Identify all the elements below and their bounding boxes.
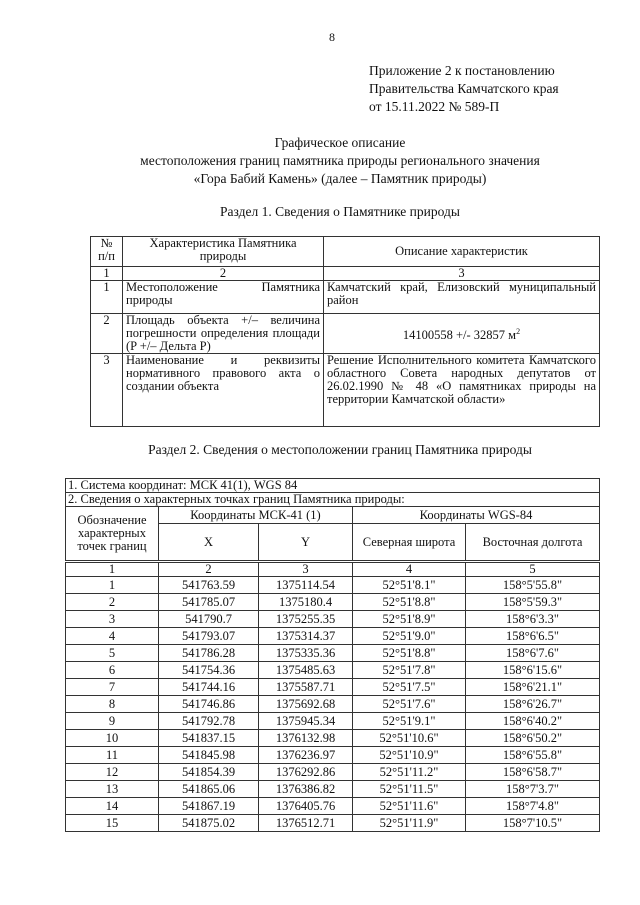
row-name: Наименование и реквизиты нормативного правового акта о создании объекта <box>123 354 324 427</box>
row-number: 3 <box>91 354 123 427</box>
longitude: 158°6'3.3" <box>466 611 600 628</box>
point-id: 1 <box>66 577 159 594</box>
table-row <box>66 713 600 730</box>
latitude: 52°51'8.1" <box>353 577 466 594</box>
row-value: Решение Исполнительного комитета Камчатского областного Совета народных депутатов от 26.02.1990 № 48 «О памятниках природы на территории Камчатской области» <box>324 354 600 427</box>
latitude: 52°51'10.9" <box>353 747 466 764</box>
appendix-line: от 15.11.2022 № 589-П <box>369 99 500 114</box>
header-msk: Координаты МСК-41 (1) <box>159 507 353 524</box>
row-name: Площадь объекта +/– величина погрешности определения площади (P +/– Дельта P) <box>123 314 324 354</box>
number-cell: 1 <box>91 267 123 281</box>
row-name: Местоположение Памятника природы <box>123 281 324 314</box>
table-row <box>66 577 600 594</box>
latitude: 52°51'9.0" <box>353 628 466 645</box>
number-cell: 2 <box>159 562 259 577</box>
y-coordinate: 1375255.35 <box>259 611 353 628</box>
table-row <box>91 314 600 354</box>
header-cell: Описание характеристик <box>324 237 600 267</box>
title-line: местоположения границ памятника природы регионального значения <box>140 153 540 168</box>
point-id: 14 <box>66 798 159 815</box>
longitude: 158°6'55.8" <box>466 747 600 764</box>
title-line: Графическое описание <box>274 135 406 150</box>
x-coordinate: 541793.07 <box>159 628 259 645</box>
point-id: 8 <box>66 696 159 713</box>
longitude: 158°6'7.6" <box>466 645 600 662</box>
appendix-note <box>369 62 559 116</box>
number-cell: 5 <box>466 562 600 577</box>
document-title <box>60 134 620 188</box>
table-row <box>66 764 600 781</box>
y-coordinate: 1375587.71 <box>259 679 353 696</box>
row-number: 1 <box>91 281 123 314</box>
x-coordinate: 541746.86 <box>159 696 259 713</box>
table-row <box>66 815 600 832</box>
appendix-line: Правительства Камчатского края <box>369 81 559 96</box>
header-cell: Характеристика Памятника природы <box>123 237 324 267</box>
row-value: Камчатский край, Елизовский муниципальный район <box>324 281 600 314</box>
x-coordinate: 541875.02 <box>159 815 259 832</box>
longitude: 158°7'4.8" <box>466 798 600 815</box>
point-id: 9 <box>66 713 159 730</box>
point-id: 15 <box>66 815 159 832</box>
point-id: 4 <box>66 628 159 645</box>
table-row <box>91 354 600 427</box>
table-row <box>66 662 600 679</box>
latitude: 52°51'11.6" <box>353 798 466 815</box>
longitude: 158°5'55.8" <box>466 577 600 594</box>
x-coordinate: 541865.06 <box>159 781 259 798</box>
table-row <box>66 781 600 798</box>
y-coordinate: 1375314.37 <box>259 628 353 645</box>
appendix-line: Приложение 2 к постановлению <box>369 63 555 78</box>
number-cell: 4 <box>353 562 466 577</box>
y-coordinate: 1376132.98 <box>259 730 353 747</box>
points-title-row: 2. Сведения о характерных точках границ Памятника природы: <box>66 493 600 507</box>
longitude: 158°7'3.7" <box>466 781 600 798</box>
longitude: 158°5'59.3" <box>466 594 600 611</box>
point-id: 2 <box>66 594 159 611</box>
header-lat: Северная широта <box>353 524 466 562</box>
table-row <box>91 281 600 314</box>
y-coordinate: 1375335.36 <box>259 645 353 662</box>
y-coordinate: 1375485.63 <box>259 662 353 679</box>
table-row <box>66 594 600 611</box>
x-coordinate: 541837.15 <box>159 730 259 747</box>
point-id: 3 <box>66 611 159 628</box>
header-x: X <box>159 524 259 562</box>
table-row <box>66 747 600 764</box>
number-cell: 3 <box>259 562 353 577</box>
table-row <box>66 611 600 628</box>
y-coordinate: 1376512.71 <box>259 815 353 832</box>
table-row <box>66 628 600 645</box>
longitude: 158°7'10.5" <box>466 815 600 832</box>
point-id: 5 <box>66 645 159 662</box>
page-number: 8 <box>329 30 335 44</box>
x-coordinate: 541867.19 <box>159 798 259 815</box>
row-number: 2 <box>91 314 123 354</box>
number-cell: 1 <box>66 562 159 577</box>
y-coordinate: 1376236.97 <box>259 747 353 764</box>
x-coordinate: 541854.39 <box>159 764 259 781</box>
latitude: 52°51'8.8" <box>353 594 466 611</box>
section1-heading: Раздел 1. Сведения о Памятнике природы <box>220 204 460 219</box>
latitude: 52°51'11.5" <box>353 781 466 798</box>
x-coordinate: 541792.78 <box>159 713 259 730</box>
x-coordinate: 541786.28 <box>159 645 259 662</box>
nature-monument-info-table <box>90 236 600 427</box>
boundary-points-table <box>65 478 600 832</box>
y-coordinate: 1375114.54 <box>259 577 353 594</box>
area-value: 14100558 +/- 32857 м <box>402 328 517 343</box>
number-cell: 2 <box>123 267 324 281</box>
latitude: 52°51'7.6" <box>353 696 466 713</box>
x-coordinate: 541763.59 <box>159 577 259 594</box>
number-cell: 3 <box>324 267 600 281</box>
header-y: Y <box>259 524 353 562</box>
header-wgs: Координаты WGS-84 <box>353 507 600 524</box>
longitude: 158°6'58.7" <box>466 764 600 781</box>
area-unit-superscript: 2 <box>516 326 521 336</box>
coordinate-system-row: 1. Система координат: МСК 41(1), WGS 84 <box>66 479 600 493</box>
latitude: 52°51'11.9" <box>353 815 466 832</box>
point-id: 10 <box>66 730 159 747</box>
point-id: 12 <box>66 764 159 781</box>
latitude: 52°51'9.1" <box>353 713 466 730</box>
table-row <box>66 645 600 662</box>
table-row <box>66 798 600 815</box>
header-cell: № п/п <box>91 237 123 267</box>
y-coordinate: 1376386.82 <box>259 781 353 798</box>
table-row <box>66 679 600 696</box>
y-coordinate: 1375180.4 <box>259 594 353 611</box>
latitude: 52°51'11.2" <box>353 764 466 781</box>
table-row <box>66 696 600 713</box>
longitude: 158°6'40.2" <box>466 713 600 730</box>
longitude: 158°6'6.5" <box>466 628 600 645</box>
latitude: 52°51'8.9" <box>353 611 466 628</box>
y-coordinate: 1375945.34 <box>259 713 353 730</box>
longitude: 158°6'21.1" <box>466 679 600 696</box>
point-id: 11 <box>66 747 159 764</box>
latitude: 52°51'7.8" <box>353 662 466 679</box>
point-id: 13 <box>66 781 159 798</box>
point-id: 7 <box>66 679 159 696</box>
point-id: 6 <box>66 662 159 679</box>
latitude: 52°51'8.8" <box>353 645 466 662</box>
longitude: 158°6'15.6" <box>466 662 600 679</box>
header-lon: Восточная долгота <box>466 524 600 562</box>
y-coordinate: 1376292.86 <box>259 764 353 781</box>
y-coordinate: 1376405.76 <box>259 798 353 815</box>
x-coordinate: 541754.36 <box>159 662 259 679</box>
x-coordinate: 541785.07 <box>159 594 259 611</box>
section2-heading: Раздел 2. Сведения о местоположении границ Памятника природы <box>148 442 532 457</box>
y-coordinate: 1375692.68 <box>259 696 353 713</box>
row-value <box>324 314 600 354</box>
x-coordinate: 541790.7 <box>159 611 259 628</box>
latitude: 52°51'7.5" <box>353 679 466 696</box>
x-coordinate: 541744.16 <box>159 679 259 696</box>
table-row <box>66 730 600 747</box>
header-point: Обозначение характерных точек границ <box>66 507 159 562</box>
latitude: 52°51'10.6" <box>353 730 466 747</box>
longitude: 158°6'26.7" <box>466 696 600 713</box>
longitude: 158°6'50.2" <box>466 730 600 747</box>
x-coordinate: 541845.98 <box>159 747 259 764</box>
title-line: «Гора Бабий Камень» (далее – Памятник природы) <box>193 171 487 186</box>
